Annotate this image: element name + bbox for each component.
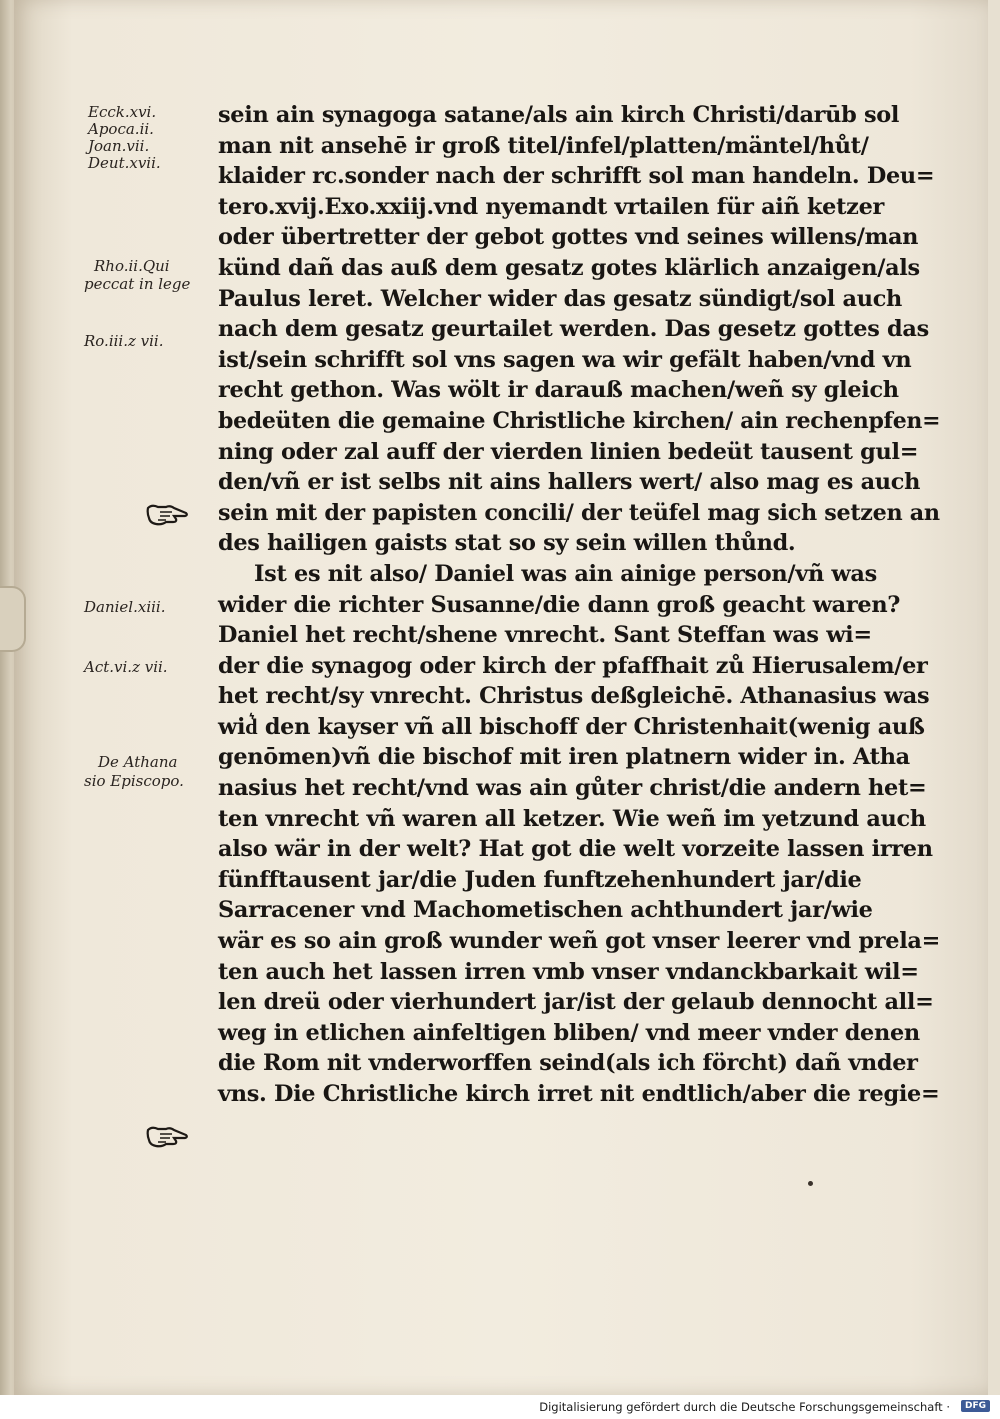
text-line: also wär in der welt? Hat got die welt vorzeite lassen irren <box>218 836 933 863</box>
text-line: künd dañ das auß dem gesatz gotes klärlich anzaigen/als <box>218 254 920 281</box>
text-line: wid͛ den kayser vñ all bischoff der Christenhait(wenig auß <box>218 713 925 740</box>
text-line: len dreü oder vierhundert jar/ist der gelaub dennocht all= <box>218 989 934 1016</box>
text-line: die Rom nit vnderworffen seind(als ich förcht) dañ vnder <box>218 1050 918 1077</box>
text-line: fünfftausent jar/die Juden funftzehenhundert jar/die <box>218 866 862 893</box>
text-line: klaider rc.sonder nach der schrifft sol man handeln. Deu= <box>218 163 935 190</box>
margin-note: peccat in lege <box>84 275 191 293</box>
footer-credit: Digitalisierung gefördert durch die Deutsche Forschungsgemeinschaft · <box>539 1400 950 1414</box>
text-line: der die synagog oder kirch der pfaffhait zů Hierusalem/er <box>218 652 928 679</box>
text-line: sein ain synagoga satane/als ain kirch Christi/darūb sol <box>218 102 900 128</box>
text-line: man nit ansehē ir groß titel/infel/platten/mäntel/hůt/ <box>218 132 869 159</box>
ink-dot <box>808 1181 813 1186</box>
pointing-hand-icon <box>146 502 188 528</box>
margin-note: Act.vi.z vii. <box>84 658 168 676</box>
margin-note: Ecck.xvi. <box>88 103 157 121</box>
text-line: recht gethon. Was wölt ir darauß machen/weñ sy gleich <box>218 377 899 404</box>
margin-note: De Athana <box>98 753 178 771</box>
margin-note: Ro.iii.z vii. <box>84 332 164 350</box>
text-line: weg in etlichen ainfeltigen bliben/ vnd meer vnder denen <box>218 1019 920 1046</box>
text-line: ten vnrecht vñ waren all ketzer. Wie weñ im yetzund auch <box>218 805 926 832</box>
text-line: genōmen)vñ die bischof mit iren platnern wider in. Atha <box>218 744 910 771</box>
margin-note: Deut.xvii. <box>88 154 161 172</box>
text-line: vns. Die Christliche kirch irret nit endtlich/aber die regie= <box>218 1081 940 1107</box>
margin-note: Joan.vii. <box>88 137 150 155</box>
text-line: sein mit der papisten concili/ der teüfel mag sich setzen an <box>218 499 940 526</box>
text-line: den/vñ er ist selbs nit ains hallers wert/ also mag es auch <box>218 469 921 496</box>
text-line: wär es so ain groß wunder weñ got vnser leerer vnd prela= <box>218 928 941 955</box>
text-line: wider die richter Susanne/die dann groß geacht waren? <box>218 591 901 618</box>
margin-note: Apoca.ii. <box>88 120 154 138</box>
book-clasp <box>0 586 26 652</box>
text-line: des hailigen gaists stat so sy sein willen thůnd. <box>218 530 796 557</box>
text-line: ning oder zal auff der vierden linien bedeüt tausent gul= <box>218 438 919 465</box>
text-line: ten auch het lassen irren vmb vnser vndanckbarkait wil= <box>218 958 919 985</box>
text-line: tero.xvij.Exo.xxiij.vnd nyemandt vrtailen für aiñ ketzer <box>218 193 885 220</box>
text-line: ist/sein schrifft sol vns sagen wa wir gefält haben/vnd vn <box>218 346 912 373</box>
footer-bar <box>0 1395 1000 1419</box>
margin-note: Rho.ii.Qui <box>94 257 170 275</box>
text-line: het recht/sy vnrecht. Christus deßgleichē. Athanasius was <box>218 683 930 710</box>
text-line: Paulus leret. Welcher wider das gesatz sündigt/sol auch <box>218 285 903 312</box>
text-line: Daniel het recht/shene vnrecht. Sant Steffan was wi= <box>218 622 872 649</box>
dfg-logo: DFG <box>961 1400 990 1412</box>
text-line: nach dem gesatz geurtailet werden. Das gesetz gottes das <box>218 316 929 343</box>
margin-note: Daniel.xiii. <box>84 598 166 616</box>
pointing-hand-icon <box>146 1124 188 1150</box>
text-line: bedeüten die gemaine Christliche kirchen/ ain rechenpfen= <box>218 407 941 434</box>
text-line: nasius het recht/vnd was ain gůter christ/die andern het= <box>218 775 927 802</box>
text-line: Ist es nit also/ Daniel was ain ainige person/vñ was <box>254 560 877 587</box>
margin-note: sio Episcopo. <box>84 772 184 790</box>
body-text <box>218 100 940 1110</box>
text-line: Sarracener vnd Machometischen achthundert jar/wie <box>218 897 873 924</box>
text-line: oder übertretter der gebot gottes vnd seines willens/man <box>218 224 919 251</box>
